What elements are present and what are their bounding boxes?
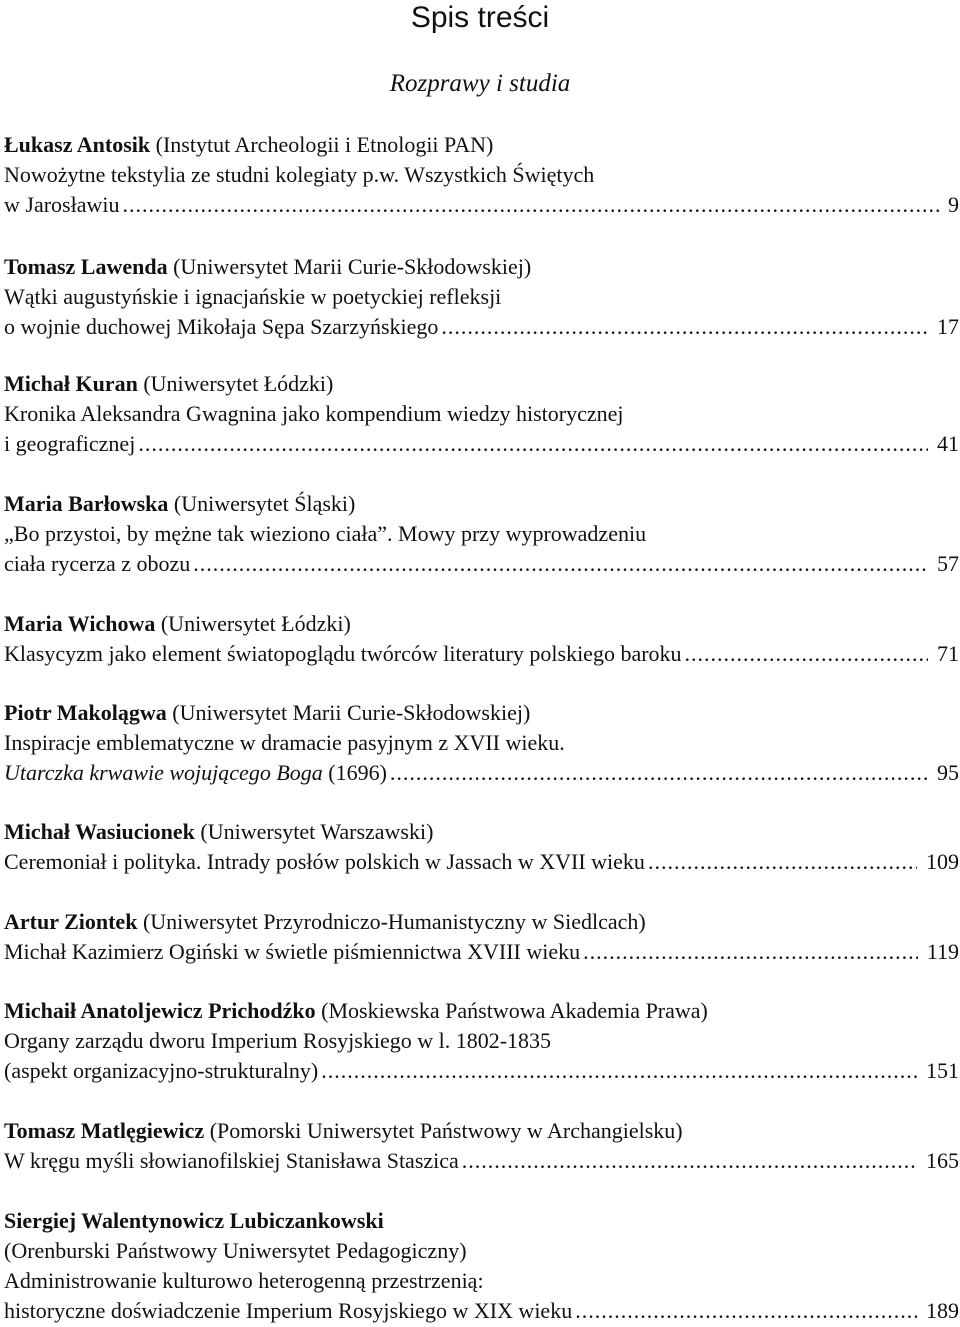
toc-entry <box>4 489 959 579</box>
dot-leader <box>390 758 928 788</box>
dot-leader <box>441 312 928 342</box>
page-number: 57 <box>937 551 959 576</box>
entry-affiliation: (Instytut Archeologii i Etnologii PAN) <box>155 132 494 157</box>
dot-leader <box>193 549 928 579</box>
entry-leader-line[interactable] <box>4 190 959 220</box>
page-number: 119 <box>926 939 959 964</box>
entry-leader-line[interactable] <box>4 1056 959 1086</box>
page-number: 151 <box>926 1058 959 1083</box>
entry-title-line: Inspiracje emblematyczne w dramacie pasyjnym z XVII wieku. <box>4 730 565 755</box>
entry-author: Michał Kuran <box>4 371 138 396</box>
dot-leader <box>685 639 928 669</box>
dot-leader <box>122 190 939 220</box>
dot-leader <box>583 937 918 967</box>
page-number: 165 <box>926 1148 959 1173</box>
toc-entry <box>4 1206 959 1326</box>
toc-entry <box>4 609 959 669</box>
page-number: 71 <box>937 641 959 666</box>
entry-title-last: i geograficznej <box>4 431 136 456</box>
page-number: 17 <box>937 314 959 339</box>
toc-entry <box>4 130 959 220</box>
dot-leader <box>575 1296 917 1326</box>
entry-title-last: ciała rycerza z obozu <box>4 551 191 576</box>
entry-leader-line[interactable] <box>4 758 959 788</box>
entry-author: Michaił Anatoljewicz Prichodźko <box>4 998 316 1023</box>
entry-title-line: Wątki augustyńskie i ignacjańskie w poetyckiej refleksji <box>4 284 502 309</box>
entry-affiliation: (Uniwersytet Łódzki) <box>160 611 351 636</box>
entry-author: Łukasz Antosik <box>4 132 151 157</box>
page-number: 41 <box>937 431 959 456</box>
entry-title-last: Klasycyzm jako element światopoglądu twórców literatury polskiego baroku <box>4 641 682 666</box>
dot-leader <box>648 847 917 877</box>
entry-affiliation: (Uniwersytet Łódzki) <box>143 371 334 396</box>
entry-title-last: o wojnie duchowej Mikołaja Sępa Szarzyńskiego <box>4 314 439 339</box>
entry-title-italic: Utarczka krwawie wojującego Boga <box>4 760 323 785</box>
entry-title-last: Michał Kazimierz Ogiński w świetle piśmiennictwa XVIII wieku <box>4 939 581 964</box>
entry-title-line: Nowożytne tekstylia ze studni kolegiaty p.w. Wszystkich Świętych <box>4 162 595 187</box>
entry-leader-line[interactable] <box>4 429 959 459</box>
page-number: 9 <box>948 192 959 217</box>
entry-author: Maria Wichowa <box>4 611 156 636</box>
entry-affiliation: (Uniwersytet Śląski) <box>173 491 356 516</box>
entry-title-last: W kręgu myśli słowianofilskiej Stanisława Staszica <box>4 1148 459 1173</box>
toc-entry <box>4 369 959 459</box>
entry-leader-line[interactable] <box>4 1296 959 1326</box>
entry-affiliation: (Uniwersytet Marii Curie-Skłodowskiej) <box>172 700 531 725</box>
toc-entry <box>4 1116 959 1176</box>
entry-title-line: Organy zarządu dworu Imperium Rosyjskiego w l. 1802-1835 <box>4 1028 552 1053</box>
entry-author: Siergiej Walentynowicz Lubiczankowski <box>4 1208 384 1233</box>
entry-author: Michał Wasiucionek <box>4 819 195 844</box>
entry-affiliation: (Orenburski Państwowy Uniwersytet Pedagogiczny) <box>4 1238 467 1263</box>
toc-entry <box>4 996 959 1086</box>
entry-leader-line[interactable] <box>4 639 959 669</box>
entry-title-line: Kronika Aleksandra Gwagnina jako kompendium wiedzy historycznej <box>4 401 624 426</box>
dot-leader <box>138 429 928 459</box>
entry-author: Artur Ziontek <box>4 909 138 934</box>
entry-leader-line[interactable] <box>4 847 959 877</box>
entry-author: Tomasz Matlęgiewicz <box>4 1118 205 1143</box>
toc-entry <box>4 817 959 877</box>
entry-leader-line[interactable] <box>4 1146 959 1176</box>
entry-title-last: (aspekt organizacyjno-strukturalny) <box>4 1058 319 1083</box>
entry-affiliation: (Uniwersytet Marii Curie-Skłodowskiej) <box>173 254 532 279</box>
entry-author: Piotr Makolągwa <box>4 700 167 725</box>
entry-leader-line[interactable] <box>4 312 959 342</box>
entry-title-line: „Bo przystoi, by mężne tak wieziono ciała”. Mowy przy wyprowadzeniu <box>4 521 647 546</box>
page-title: Spis treści <box>410 1 550 34</box>
toc-entry <box>4 252 959 342</box>
entry-title-last: (1696) <box>328 760 387 785</box>
toc-entry <box>4 698 959 788</box>
entry-affiliation: (Uniwersytet Przyrodniczo-Humanistyczny w Siedlcach) <box>142 909 646 934</box>
section-title: Rozprawy i studia <box>389 70 571 97</box>
page-number: 189 <box>926 1298 959 1323</box>
entry-affiliation: (Uniwersytet Warszawski) <box>200 819 434 844</box>
entry-affiliation: (Moskiewska Państwowa Akademia Prawa) <box>321 998 708 1023</box>
entry-leader-line[interactable] <box>4 937 959 967</box>
toc-entry <box>4 907 959 967</box>
page-number: 109 <box>926 849 959 874</box>
entry-leader-line[interactable] <box>4 549 959 579</box>
entry-title-line: Administrowanie kulturowo heterogenną przestrzenią: <box>4 1268 484 1293</box>
entry-affiliation: (Pomorski Uniwersytet Państwowy w Archangielsku) <box>209 1118 683 1143</box>
entry-title-last: Ceremoniał i polityka. Intrady posłów polskich w Jassach w XVII wieku <box>4 849 645 874</box>
entry-title-last: w Jarosławiu <box>4 192 120 217</box>
dot-leader <box>321 1056 917 1086</box>
entry-title-last: historyczne doświadczenie Imperium Rosyjskiego w XIX wieku <box>4 1298 573 1323</box>
page-number: 95 <box>937 760 959 785</box>
entry-author: Tomasz Lawenda <box>4 254 168 279</box>
dot-leader <box>462 1146 917 1176</box>
entry-author: Maria Barłowska <box>4 491 169 516</box>
